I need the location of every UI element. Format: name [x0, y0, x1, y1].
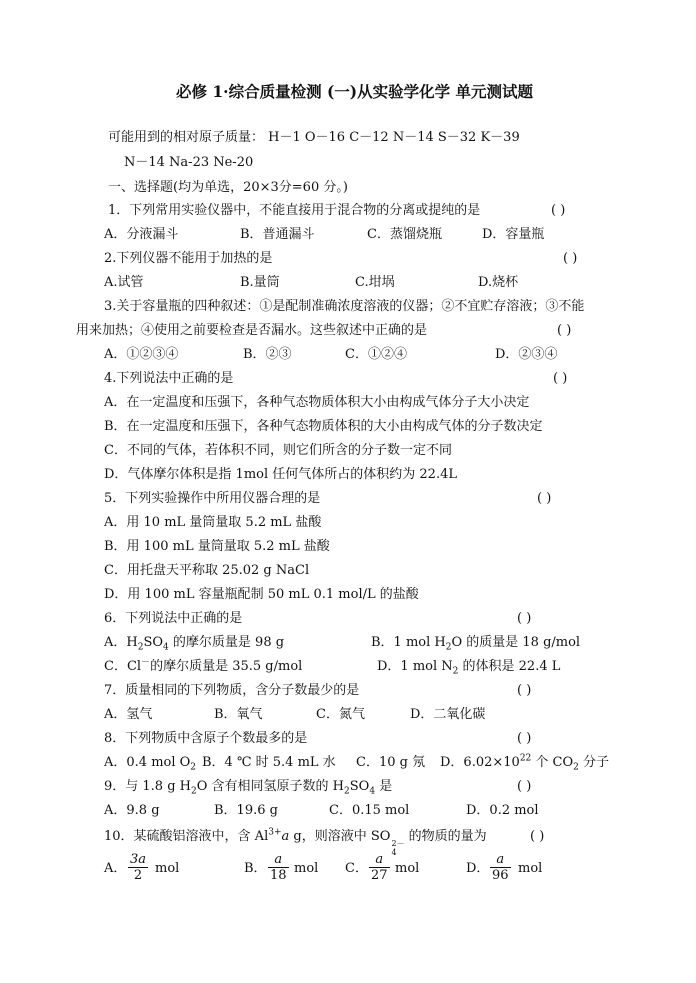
- option-c: C．Cl－的摩尔质量是 35.5 g/mol: [104, 657, 303, 674]
- option-b: B．用 100 mL 量筒量取 5.2 mL 盐酸: [104, 539, 330, 554]
- fraction: a 18: [270, 852, 287, 883]
- question-stem-line2: 用来加热；④使用之前要检查是否漏水。这些叙述中正确的是: [76, 323, 428, 338]
- option-b: B．4 ℃ 时 5.4 mL 水: [202, 755, 336, 770]
- answer-bracket: ( ): [517, 683, 532, 698]
- option-a: A．在一定温度和压强下，各种气态物质体积大小由构成气体分子大小决定: [104, 395, 530, 410]
- section-heading: 一、选择题(均为单选，20×3分=60 分。): [108, 180, 348, 195]
- unit: mol: [518, 861, 543, 876]
- question-stem: 2.下列仪器不能用于加热的是: [104, 251, 273, 266]
- option-c: C．氮气: [316, 707, 365, 722]
- option-b: B.量筒: [240, 275, 280, 290]
- option-a: A．①②③④: [104, 347, 179, 362]
- option-b: B．普通漏斗: [240, 227, 315, 242]
- question-stem-line1: 3.关于容量瓶的四种叙述：①是配制准确浓度溶液的仪器；②不宜贮存溶液；③不能: [104, 299, 585, 314]
- option-label: C．: [345, 861, 368, 876]
- answer-bracket: ( ): [563, 251, 578, 266]
- option-c: C．用托盘天平称取 25.02 g NaCl: [104, 563, 310, 578]
- answer-bracket: ( ): [557, 323, 572, 338]
- atomic-masses-line1: 可能用到的相对原子质量： H－1 O－16 C－12 N－14 S－32 K－39: [108, 130, 520, 145]
- option-d: D．气体摩尔体积是指 1mol 任何气体所占的体积约为 22.4L: [104, 467, 457, 482]
- option-d: D．0.2 mol: [466, 803, 539, 818]
- option-label: A．: [104, 861, 127, 876]
- answer-bracket: ( ): [553, 371, 568, 386]
- unit: mol: [294, 861, 319, 876]
- answer-bracket: ( ): [530, 829, 545, 844]
- atomic-masses-line2: N－14 Na-23 Ne-20: [124, 155, 254, 170]
- option-b: B．氧气: [214, 707, 263, 722]
- question-stem: 10．某硫酸铝溶液中，含 $Al^{3+}a$ g，则溶液中 SO 2－ 4 的物质的量为: [104, 827, 487, 857]
- question-stem: 4.下列说法中正确的是: [104, 371, 234, 386]
- option-a: A．9.8 g: [104, 803, 160, 818]
- question-stem: 9．与 1.8 g $H_2O$ 含有相同氢原子数的 $H_2SO_4$ 是: [104, 779, 393, 797]
- option-label: D．: [466, 861, 490, 876]
- sulfate-charge-index: 2－ 4: [391, 839, 405, 857]
- option-c: C．①②④: [345, 347, 407, 362]
- option-a: A．分液漏斗: [104, 227, 179, 242]
- answer-bracket: ( ): [537, 491, 552, 506]
- option-b: B．1 mol $H_2O$ 的质量是 18 g/mol: [371, 635, 581, 653]
- option-c: C．0.15 mol: [329, 803, 410, 818]
- option-a: A．用 10 mL 量筒量取 5.2 mL 盐酸: [104, 515, 322, 530]
- question-stem: 5．下列实验操作中所用仪器合理的是: [104, 491, 321, 506]
- option-d: D．②③④: [495, 347, 558, 362]
- option-a: A．$H_2SO_4$ 的摩尔质量是 98 g: [104, 635, 285, 653]
- option-d: D．$6.02\times 10^{22}$ 个 $CO_2$ 分子: [440, 753, 610, 773]
- option-b: B．在一定温度和压强下，各种气态物质体积的大小由构成气体的分子数决定: [104, 419, 543, 434]
- option-b: B．19.6 g: [214, 803, 278, 818]
- unit: mol: [395, 861, 420, 876]
- answer-bracket: ( ): [517, 611, 532, 626]
- option-b: B．②③: [243, 347, 292, 362]
- option-d: D.烧杯: [478, 275, 519, 290]
- option-c: C.坩埚: [355, 275, 395, 290]
- fraction: a 96: [492, 852, 509, 883]
- fraction: a 27: [371, 852, 388, 883]
- option-a: A．0.4 mol $O_2$: [104, 755, 197, 773]
- option-c: C．不同的气体，若体积不同，则它们所含的分子数一定不同: [104, 443, 452, 458]
- fraction: 3a 2: [130, 852, 147, 883]
- option-c: C．蒸馏烧瓶: [367, 227, 442, 242]
- option-d: D．1 mol $N_2$ 的体积是 22.4 L: [377, 659, 561, 677]
- page-title: 必修 1·综合质量检测 (一)从实验学化学 单元测试题: [176, 82, 534, 101]
- option-d: D．容量瓶: [482, 227, 545, 242]
- option-a: A．氢气: [104, 707, 153, 722]
- unit: mol: [155, 861, 180, 876]
- option-a: A.试管: [104, 275, 144, 290]
- option-label: B．: [244, 861, 267, 876]
- option-d: D．用 100 mL 容量瓶配制 50 mL 0.1 mol/L 的盐酸: [104, 587, 419, 602]
- option-c: C．10 g 氖: [356, 755, 426, 770]
- option-d: D．二氧化碳: [410, 707, 486, 722]
- question-stem: 6．下列说法中正确的是: [104, 611, 243, 626]
- answer-bracket: ( ): [517, 779, 532, 794]
- answer-bracket: ( ): [551, 203, 566, 218]
- answer-bracket: ( ): [517, 731, 532, 746]
- question-stem: 8．下列物质中含原子个数最多的是: [104, 731, 308, 746]
- question-stem: 7．质量相同的下列物质，含分子数最少的是: [104, 683, 360, 698]
- question-stem: 1．下列常用实验仪器中，不能直接用于混合物的分离或提纯的是: [108, 203, 481, 218]
